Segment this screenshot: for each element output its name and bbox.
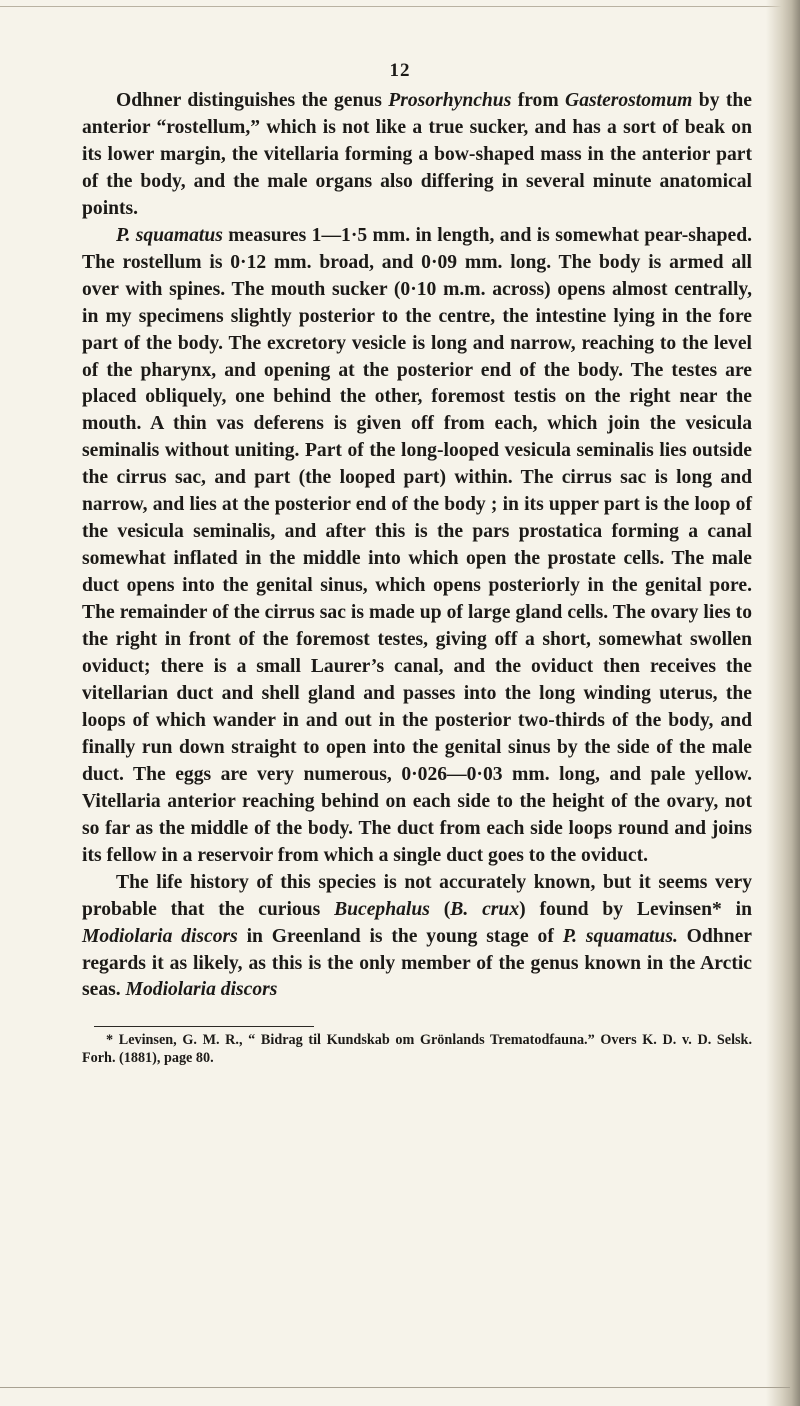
text-run: measures 1—1·5 mm. in length, and is somewhat pear-shaped. The rostellum is 0·12 mm. broad, and 0·09 mm. long. The body is armed all over with spines. The mouth sucker (0·10 m.m. across) opens almost centrally, in my specimens slightly posterior to the centre, the intestine lying in the fore part of the body. The excretory vesicle is long and narrow, reaching to the level of the pharynx, and opening at the posterior end of the body. The testes are placed obliquely, one behind the other, foremost testis on the right near the mouth. A thin vas deferens is given off from each, which join the vesicula seminalis without uniting. Part of the long-looped vesicula seminalis lies outside the cirrus sac, and part (the looped part) within. The cirrus sac is long and narrow, and lies at the posterior end of the body ; in its upper part is the loop of the vesicula seminalis, and after this is the pars prostatica forming a canal somewhat inflated in the middle into which open the prostate cells. The male duct opens into the genital sinus, which opens posteriorly in the genital pore. The remainder of the cirrus sac is made up of large gland cells. The ovary lies to the right in front of the foremost testes, giving off a short, somewhat swollen oviduct; there is a small Laurer’s canal, and the oviduct then receives the vitellarian duct and shell gland and passes into the long winding uterus, the loops of which wander in and out in the posterior two-thirds of the body, and finally run down straight to open into the genital sinus by the side of the male duct. The eggs are very numerous, 0·026—0·03 mm. long, and pale yellow. Vitellaria anterior reaching behind on each side to the height of the ovary, not so far as the middle of the body. The duct from each side loops round and joins its fellow in a reservoir from which a single duct goes to the oviduct. [82,224,752,866]
paragraph [82,870,752,1005]
text-run: by the anterior “rostellum,” which is not like a true sucker, and has a sort of beak on its lower margin, the vitellaria forming a bow-shaped mass in the anterior part of the body, and the male organs also differing in several minute anatomical points. [82,90,752,219]
paragraph [82,88,752,223]
text-run: ( [429,898,451,920]
text-run: ) found by Levinsen* in [519,898,752,920]
page-edge-bottom [0,1387,790,1388]
text-run: from [511,90,566,111]
footnote-divider [94,1026,314,1027]
page-number: 12 [389,60,411,81]
italic-term: Modiolaria discors [82,925,238,947]
page-edge-top [0,6,790,7]
italic-term: Modiolaria discors [125,979,278,1001]
text-run: Odhner regards it as likely, as this is the only member of the genus known in the Arctic seas. [82,925,752,1001]
footnote: * Levinsen, G. M. R., “ Bidrag til Kundskab om Grönlands Trematodfauna.” Overs K. D. v. D. Selsk. Forh. (1881), page 80. [82,1032,752,1066]
text-run: Odhner distinguishes the genus [116,90,389,111]
italic-term: Bucephalus [334,898,430,920]
page-binding-shadow [766,0,800,1406]
text-run: in Greenland is the young stage of [237,925,563,947]
italic-term: P. squamatus. [562,925,678,947]
body-text [82,88,752,1004]
italic-term: Gasterostomum [565,90,693,111]
italic-term: P. squamatus [116,224,223,246]
italic-term: B. crux [450,898,520,920]
paragraph [82,223,752,870]
text-run: The life history of this species is not accurately known, but it seems very probable that the curious [82,871,752,920]
italic-term: Prosorhynchus [388,90,512,111]
